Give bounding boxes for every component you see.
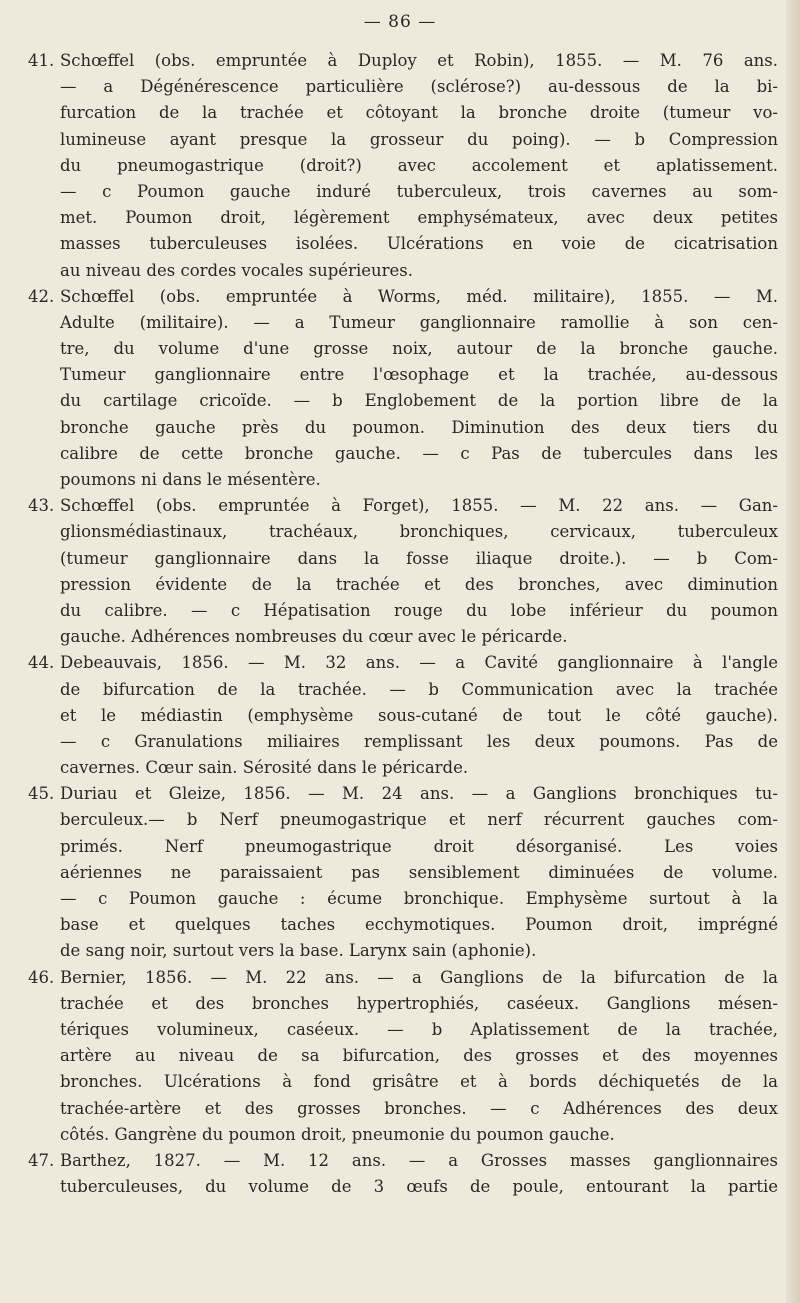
text-line: — c Granulations miliaires remplissant les deux poumons. Pas de (60, 731, 778, 751)
text-line: Schœffel (obs. empruntée à Forget), 1855. — M. 22 ans. — Gan- (60, 496, 778, 516)
text-line: Schœffel (obs. empruntée à Duploy et Robin), 1855. — M. 76 ans. (60, 51, 778, 70)
text-line: bronche gauche près du poumon. Diminution des deux tiers du (60, 417, 778, 437)
case-entry (0, 48, 790, 284)
text-line: Debeauvais, 1856. — M. 32 ans. — a Cavité ganglionnaire à l'angle (60, 653, 778, 673)
text-line: pression évidente de la trachée et des bronches, avec diminution (60, 574, 778, 594)
case-number: 47. (28, 1150, 55, 1170)
case-number: 42. (28, 286, 55, 306)
case-number: 43. (28, 496, 55, 516)
text-line: Barthez, 1827. — M. 12 ans. — a Grosses masses ganglionnaires (60, 1150, 778, 1170)
text-line: bronches. Ulcérations à fond grisâtre et à bords déchiquetés de la (60, 1072, 778, 1092)
text-line: — c Poumon gauche : écume bronchique. Emphysème surtout à la (60, 889, 778, 908)
text-line: artère au niveau de sa bifurcation, des grosses et des moyennes (60, 1046, 778, 1066)
text-line: Bernier, 1856. — M. 22 ans. — a Ganglions de la bifurcation de la (60, 967, 778, 987)
case-entry (0, 650, 790, 781)
case-number: 45. (28, 784, 55, 804)
text-line: Schœffel (obs. empruntée à Worms, méd. militaire), 1855. — M. (60, 286, 778, 306)
text-line: primés. Nerf pneumogastrique droit désorganisé. Les voies (60, 836, 778, 856)
text-line: Tumeur ganglionnaire entre l'œsophage et la trachée, au-dessous (60, 365, 778, 385)
text-line: lumineuse ayant presque la grosseur du poing). — b Compression (60, 129, 778, 149)
case-number: 46. (28, 967, 55, 987)
text-line: côtés. Gangrène du poumon droit, pneumonie du poumon gauche. (60, 1124, 615, 1144)
text-line: met. Poumon droit, légèrement emphysémateux, avec deux petites (60, 208, 778, 228)
text-line: berculeux.— b Nerf pneumogastrique et nerf récurrent gauches com- (60, 810, 778, 830)
text-line: du cartilage cricoïde. — b Englobement de la portion libre de la (60, 391, 778, 411)
text-line: trachée-artère et des grosses bronches. — c Adhérences des deux (60, 1098, 778, 1118)
text-line: Adulte (militaire). — a Tumeur ganglionnaire ramollie à son cen- (60, 312, 778, 332)
text-line: glionsmédiastinaux, trachéaux, bronchiques, cervicaux, tuberculeux (60, 522, 778, 542)
case-number: 44. (28, 653, 55, 673)
text-line: de sang noir, surtout vers la base. Larynx sain (aphonie). (60, 941, 537, 961)
text-line: tre, du volume d'une grosse noix, autour de la bronche gauche. (60, 339, 778, 359)
text-line: — a Dégénérescence particulière (sclérose?) au-dessous de la bi- (60, 77, 778, 97)
text-line: du calibre. — c Hépatisation rouge du lobe inférieur du poumon (60, 600, 778, 620)
case-entry (0, 965, 790, 1148)
text-line: tuberculeuses, du volume de 3 œufs de poule, entourant la partie (60, 1177, 778, 1197)
text-line: du pneumogastrique (droit?) avec accolement et aplatissement. (60, 155, 778, 175)
text-line: (tumeur ganglionnaire dans la fosse iliaque droite.). — b Com- (60, 548, 778, 568)
text-line: masses tuberculeuses isolées. Ulcérations en voie de cicatrisation (60, 234, 778, 254)
case-entry (0, 781, 790, 964)
text-line: au niveau des cordes vocales supérieures. (60, 260, 413, 280)
text-line: calibre de cette bronche gauche. — c Pas de tubercules dans les (60, 443, 778, 463)
text-line: tériques volumineux, caséeux. — b Aplatissement de la trachée, (60, 1019, 778, 1039)
case-entry (0, 1148, 790, 1200)
text-line: — c Poumon gauche induré tuberculeux, trois cavernes au som- (60, 181, 778, 201)
case-entry (0, 493, 790, 650)
text-line: base et quelques taches ecchymotiques. Poumon droit, imprégné (60, 915, 778, 935)
text-line: et le médiastin (emphysème sous-cutané de tout le côté gauche). (60, 705, 778, 725)
case-list (0, 48, 790, 1200)
text-line: trachée et des bronches hypertrophiés, caséeux. Ganglions mésen- (60, 993, 778, 1013)
case-entry (0, 284, 790, 494)
text-line: cavernes. Cœur sain. Sérosité dans le péricarde. (60, 758, 469, 778)
case-number: 41. (28, 51, 55, 70)
text-line: gauche. Adhérences nombreuses du cœur avec le péricarde. (60, 627, 568, 647)
text-line: poumons ni dans le mésentère. (60, 470, 321, 489)
text-line: aériennes ne paraissaient pas sensiblement diminuées de volume. (60, 862, 778, 882)
page-number: — 86 — (363, 12, 437, 32)
text-line: de bifurcation de la trachée. — b Communication avec la trachée (60, 679, 778, 699)
text-line: Duriau et Gleize, 1856. — M. 24 ans. — a Ganglions bronchiques tu- (60, 784, 778, 804)
text-line: furcation de la trachée et côtoyant la bronche droite (tumeur vo- (60, 103, 778, 123)
